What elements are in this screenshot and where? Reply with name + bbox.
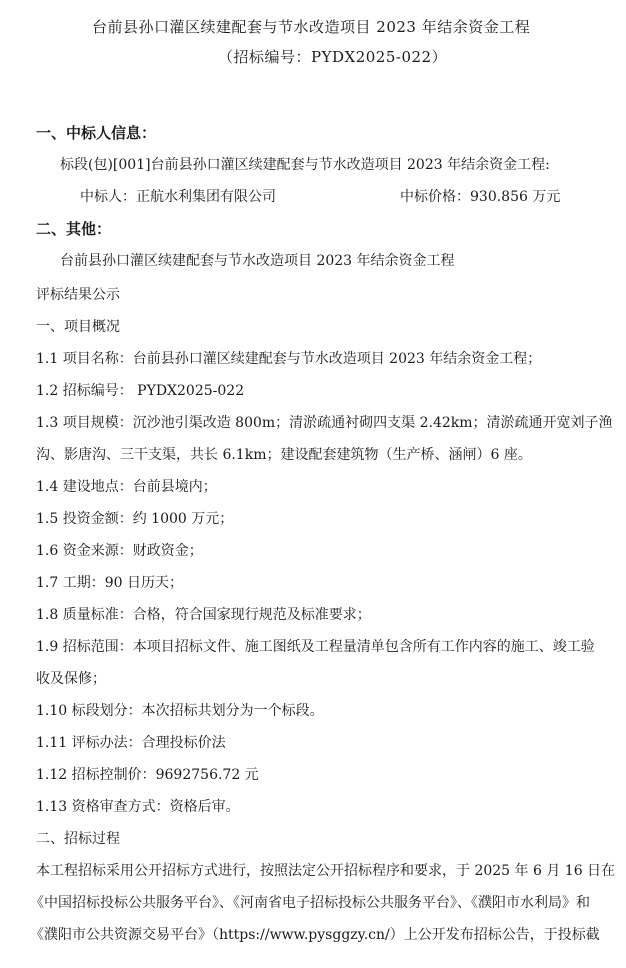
lot-line: 标段(包)[001]台前县孙口灌区续建配套与节水改造项目 2023 年结余资金工程: bbox=[60, 157, 550, 173]
winner-name: 中标人：正航水利集团有限公司 bbox=[80, 189, 276, 205]
process-line: 《中国招标投标公共服务平台》、《河南省电子招标投标公共服务平台》、《濮阳市水利局》和 bbox=[30, 895, 590, 911]
section-heading-other: 二、其他： bbox=[36, 220, 112, 238]
overview-item: 1.4 建设地点：台前县境内； bbox=[36, 479, 217, 495]
overview-item: 1.1 项目名称：台前县孙口灌区续建配套与节水改造项目 2023 年结余资金工程； bbox=[36, 351, 542, 367]
overview-item: 1.11 评标办法：合理投标价法 bbox=[36, 735, 226, 751]
overview-item: 1.7 工期：90 日历天； bbox=[36, 575, 183, 591]
overview-item: 收及保修； bbox=[36, 671, 106, 687]
announcement-title: 评标结果公示 bbox=[36, 287, 120, 303]
document-title: 台前县孙口灌区续建配套与节水改造项目 2023 年结余资金工程 bbox=[92, 18, 531, 36]
bid-number-subtitle: （招标编号：PYDX2025-022） bbox=[218, 48, 448, 66]
overview-item: 1.12 招标控制价：9692756.72 元 bbox=[36, 767, 259, 783]
overview-item: 1.2 招标编号： PYDX2025-022 bbox=[36, 383, 245, 399]
overview-item: 沟、影唐沟、三干支渠，共长 6.1km；建设配套建筑物（生产桥、涵闸）6 座。 bbox=[36, 447, 532, 463]
overview-item: 1.5 投资金额：约 1000 万元； bbox=[36, 511, 234, 527]
process-heading: 二、招标过程 bbox=[36, 831, 120, 847]
overview-item: 1.10 标段划分：本次招标共划分为一个标段。 bbox=[36, 703, 324, 719]
overview-item: 1.6 资金来源：财政资金； bbox=[36, 543, 203, 559]
overview-item: 1.8 质量标准：合格，符合国家现行规范及标准要求； bbox=[36, 607, 371, 623]
overview-heading: 一、项目概况 bbox=[36, 319, 120, 335]
process-line: 《濮阳市公共资源交易平台》（https://www.pysggzy.cn/）上公开发布招标公告，于投标截 bbox=[30, 927, 600, 943]
overview-item: 1.3 项目规模：沉沙池引渠改造 800m；清淤疏通衬砌四支渠 2.42km；清淤疏通开宽刘子渔 bbox=[36, 415, 613, 431]
overview-item: 1.13 资格审查方式：资格后审。 bbox=[36, 799, 240, 815]
process-line: 本工程招标采用公开招标方式进行，按照法定公开招标程序和要求，于 2025 年 6 月 16 日在 bbox=[36, 863, 616, 879]
project-name-line: 台前县孙口灌区续建配套与节水改造项目 2023 年结余资金工程 bbox=[60, 253, 455, 269]
overview-item: 1.9 招标范围：本项目招标文件、施工图纸及工程量清单包含所有工作内容的施工、竣工验 bbox=[36, 639, 595, 655]
winner-price: 中标价格：930.856 万元 bbox=[400, 189, 561, 205]
section-heading-winner: 一、中标人信息： bbox=[36, 124, 157, 142]
winner-line bbox=[80, 188, 560, 206]
